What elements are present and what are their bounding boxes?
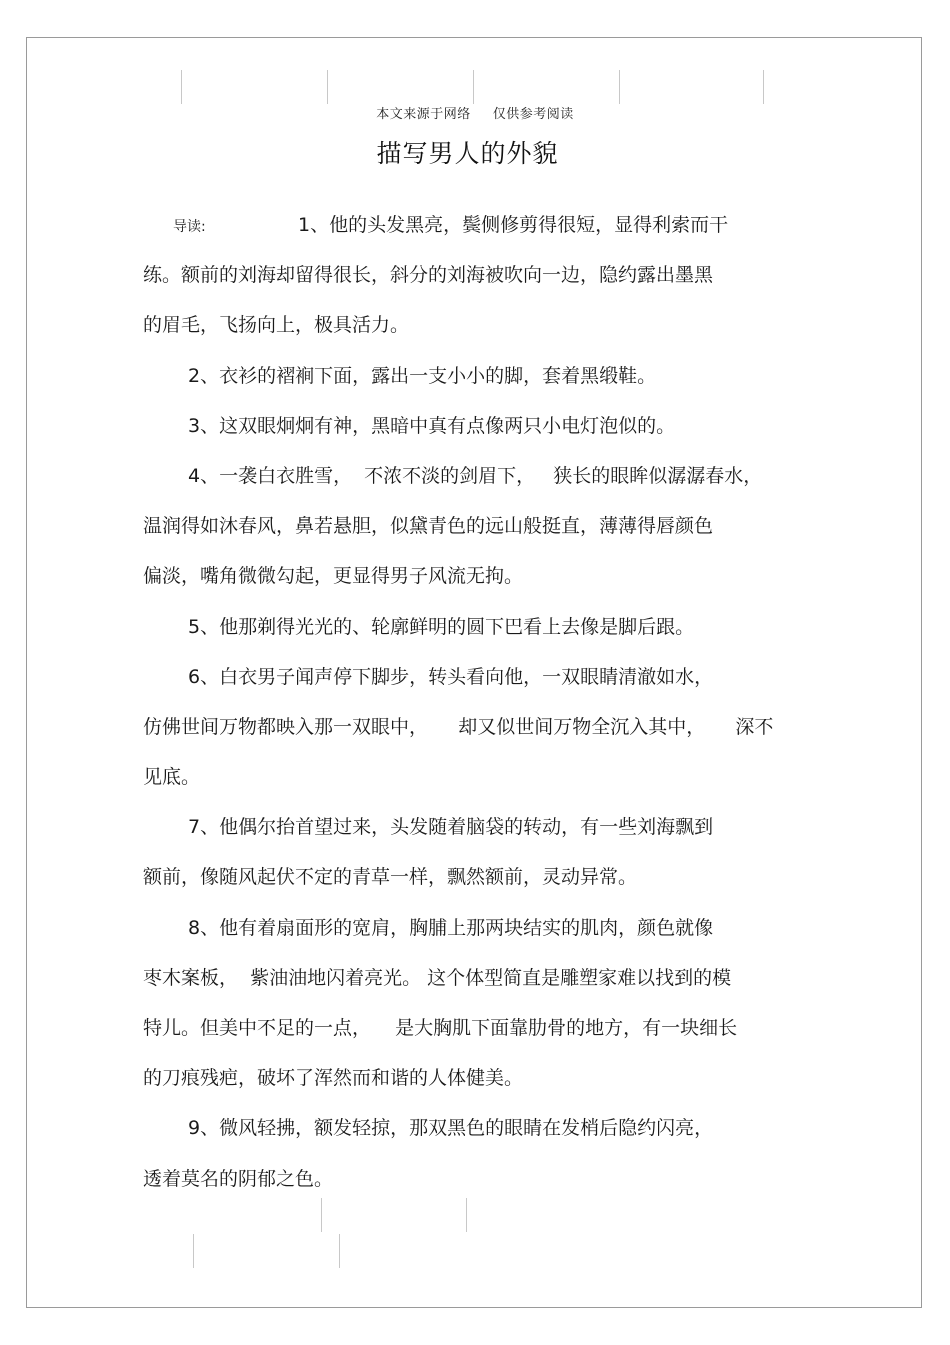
- document-title: 描写男人的外貌: [376, 139, 559, 168]
- body-line: 3、这双眼炯炯有神，黑暗中真有点像两只小电灯泡似的。: [188, 414, 676, 437]
- scan-mark: [327, 70, 328, 104]
- body-line: 的眉毛，飞扬向上，极具活力。: [143, 314, 410, 337]
- source-note: [0, 103, 950, 122]
- source-note-right: 仅供参考阅读: [492, 107, 574, 122]
- lead-text: 1、他的头发黑亮，鬓侧修剪得很短，显得利索而干: [298, 214, 729, 236]
- body-line: 7、他偶尔抬首望过来，头发随着脑袋的转动，有一些刘海飘到: [188, 816, 714, 839]
- source-note-left: 本文来源于网络: [376, 107, 471, 122]
- scan-mark: [763, 70, 764, 104]
- body-line: 2、衣衫的褶裥下面，露出一支小小的脚，套着黑缎鞋。: [188, 364, 657, 387]
- body-line: 偏淡，嘴角微微勾起，更显得男子风流无拘。: [143, 565, 524, 588]
- scan-mark: [193, 1234, 194, 1268]
- lead-label: 导读:: [173, 219, 206, 235]
- lead-line: [143, 205, 823, 255]
- scan-mark: [473, 70, 474, 104]
- body-line: 特儿。但美中不足的一点， 是大胸肌下面靠肋骨的地方，有一块细长: [143, 1017, 738, 1039]
- body-line: 5、他那剃得光光的、轮廓鲜明的圆下巴看上去像是脚后跟。: [188, 615, 695, 638]
- body-line: 的刀痕残疤，破坏了浑然而和谐的人体健美。: [143, 1067, 524, 1090]
- body-line: 4、一袭白衣胜雪， 不浓不淡的剑眉下， 狭长的眼眸似潺潺春水，: [188, 464, 763, 487]
- scan-mark: [181, 70, 182, 104]
- document-body: [143, 205, 823, 1209]
- body-line: 仿佛世间万物都映入那一双眼中， 却又似世间万物全沉入其中， 深不: [143, 715, 774, 738]
- body-line: 额前，像随风起伏不定的青草一样，飘然额前，灵动异常。: [143, 866, 638, 889]
- body-line: 枣木案板， 紫油油地闪着亮光。 这个体型简直是雕塑家难以找到的模: [143, 966, 732, 989]
- body-line: 6、白衣男子闻声停下脚步，转头看向他，一双眼睛清澈如水，: [188, 665, 714, 688]
- body-line: 练。额前的刘海却留得很长，斜分的刘海被吹向一边，隐约露出墨黑: [143, 264, 714, 287]
- body-line: 温润得如沐春风，鼻若悬胆，似黛青色的远山般挺直，薄薄得唇颜色: [143, 515, 714, 538]
- scan-mark: [339, 1234, 340, 1268]
- body-line: 8、他有着扇面形的宽肩，胸脯上那两块结实的肌肉，颜色就像: [188, 916, 714, 939]
- scan-mark: [619, 70, 620, 104]
- body-line: 透着莫名的阴郁之色。: [143, 1167, 334, 1190]
- body-line: 见底。: [143, 766, 201, 789]
- body-line: 9、微风轻拂，额发轻掠，那双黑色的眼睛在发梢后隐约闪亮，: [188, 1117, 714, 1140]
